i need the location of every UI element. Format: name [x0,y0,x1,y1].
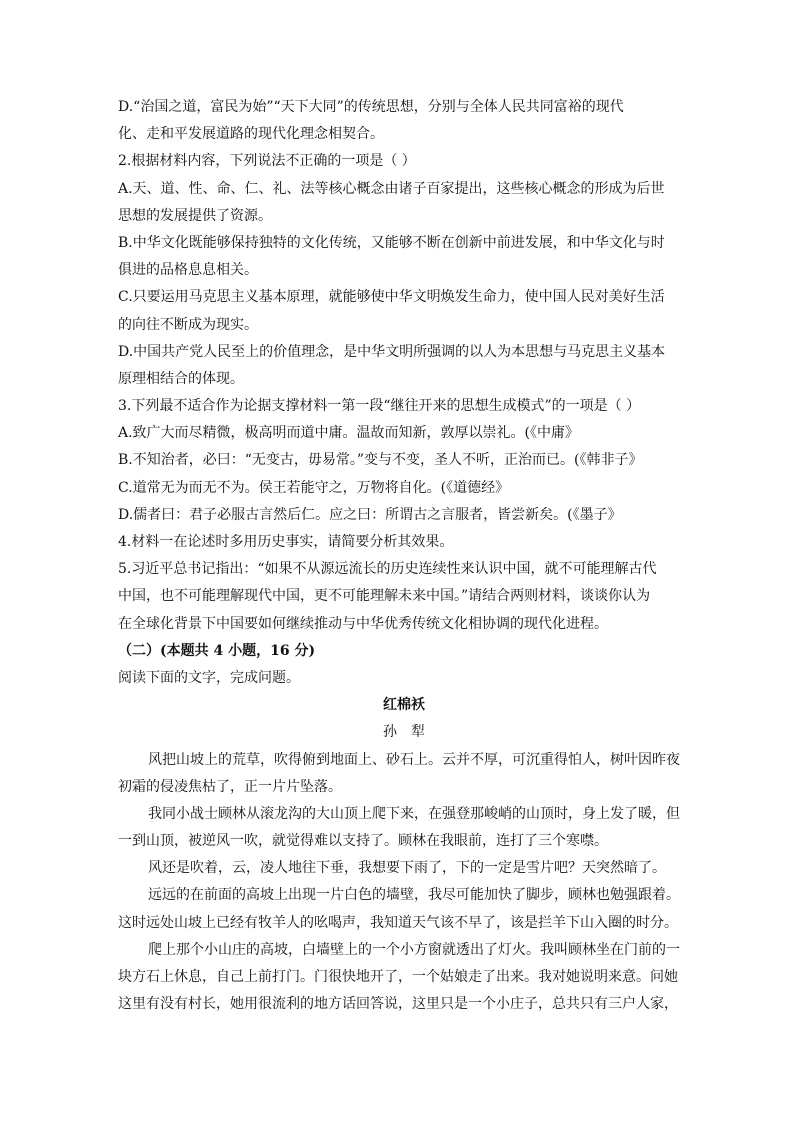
question-3-option-b: B.不知治者，必曰：“无变古，毋易常。”变与不变，圣人不听，正治而已。(《韩非子》 [118,452,643,469]
question-2-option-a-line-2: 思想的发展提供了资源。 [118,207,272,224]
question-4-stem: 4.材料一在论述时多用历史事实，请简要分析其效果。 [118,534,454,550]
question-2-option-b-line-2: 俱进的品格息息相关。 [118,262,258,279]
question-3-option-c: C.道常无为而无不为。侯王若能守之，万物将自化。(《道德经》 [118,479,510,496]
question-1-option-d-line-1: D.“治国之道，富民为始”“天下大同”的传统思想，分别与全体人民共同富裕的现代 [118,99,624,115]
paragraph-2-line-1: 我同小战士顾林从滚龙沟的大山顶上爬下来，在强登那峻峭的山顶时，身上发了暖，但 [148,805,680,822]
paragraph-1-line-1: 风把山坡上的荒草，吹得俯到地面上、砂石上。云并不厚，可沉重得怕人，树叶因昨夜 [148,751,680,768]
question-5-stem-line-3: 在全球化背景下中国要如何继续推动与中华优秀传统文化相协调的现代化进程。 [118,615,608,632]
paragraph-3: 风还是吹着，云，凌人地往下垂，我想要下雨了，下的一定是雪片吧？天突然暗了。 [148,860,666,877]
document-body [118,94,690,1018]
question-2-option-c-line-2: 的向往不断成为现实。 [118,316,258,333]
question-5-stem-line-1: 5.习近平总书记指出：“如果不从源远流长的历史连续性来认识中国，就不可能理解古代 [118,561,657,578]
question-3-option-d: D.儒者曰：君子必服古言然后仁。应之曰：所谓古之言服者，皆尝新矣。(《墨子》 [118,506,622,523]
question-5-stem-line-2: 中国，也不可能理解现代中国，更不可能理解未来中国。”请结合两则材料，谈谈你认为 [118,588,651,605]
question-3-option-a: A.致广大而尽精微，极高明而道中庸。温故而知新，敦厚以崇礼。(《中庸》 [118,425,580,442]
question-2-option-d-line-2: 原理相结合的体现。 [118,370,244,387]
question-3-stem: 3.下列最不适合作为论据支撑材料一第一段“继往开来的思想生成模式”的一项是（ ） [118,398,641,415]
paragraph-5-line-1: 爬上那个小山庄的高坡，白墙壁上的一个小方窗就透出了灯火。我叫顾林坐在门前的一 [148,941,680,958]
paragraph-5-line-2: 块方石上休息，自己上前打门。门很快地开了，一个姑娘走了出来。我对她说明来意。问她 [118,969,678,985]
question-2-option-b-line-1: B.中华文化既能够保持独特的文化传统，又能够不断在创新中前进发展，和中华文化与时 [118,234,665,251]
story-title: 红棉袄 [383,697,425,714]
section-instruction: 阅读下面的文字，完成问题。 [118,669,300,686]
question-2-option-d-line-1: D.中国共产党人民至上的价值理念，是中华文明所强调的以人为本思想与马克思主义基本 [118,343,666,360]
paragraph-4-line-2: 这时远处山坡上已经有牧羊人的吆喝声，我知道天气该不早了，该是拦羊下山入圈的时分。 [118,914,678,931]
question-2-option-c-line-1: C.只要运用马克思主义基本原理，就能够使中华文明焕发生命力，使中国人民对美好生活 [118,289,665,306]
story-author: 孙犁 [383,724,439,741]
paragraph-4-line-1: 远远的在前面的高坡上出现一片白色的墙壁，我尽可能加快了脚步，顾林也勉强跟着。 [148,887,680,904]
question-2-option-a-line-1: A.天、道、性、命、仁、礼、法等核心概念由诸子百家提出，这些核心概念的形成为后世 [118,180,665,197]
question-2-stem: 2.根据材料内容，下列说法不正确的一项是（ ） [118,153,416,170]
paragraph-5-line-3: 这里有没有村长，她用很流利的地方话回答说，这里只是一个小庄子，总共只有三户人家， [118,996,678,1013]
paragraph-1-line-2: 初霜的侵凌焦枯了，正一片片坠落。 [118,778,342,795]
section-heading: （二）(本题共 4 小题，16 分) [118,642,316,659]
paragraph-2-line-2: 一到山顶，被逆风一吹，就觉得难以支持了。顾林在我眼前，连打了三个寒噤。 [118,833,608,850]
question-1-option-d-line-2: 化、走和平发展道路的现代化理念相契合。 [118,126,384,143]
